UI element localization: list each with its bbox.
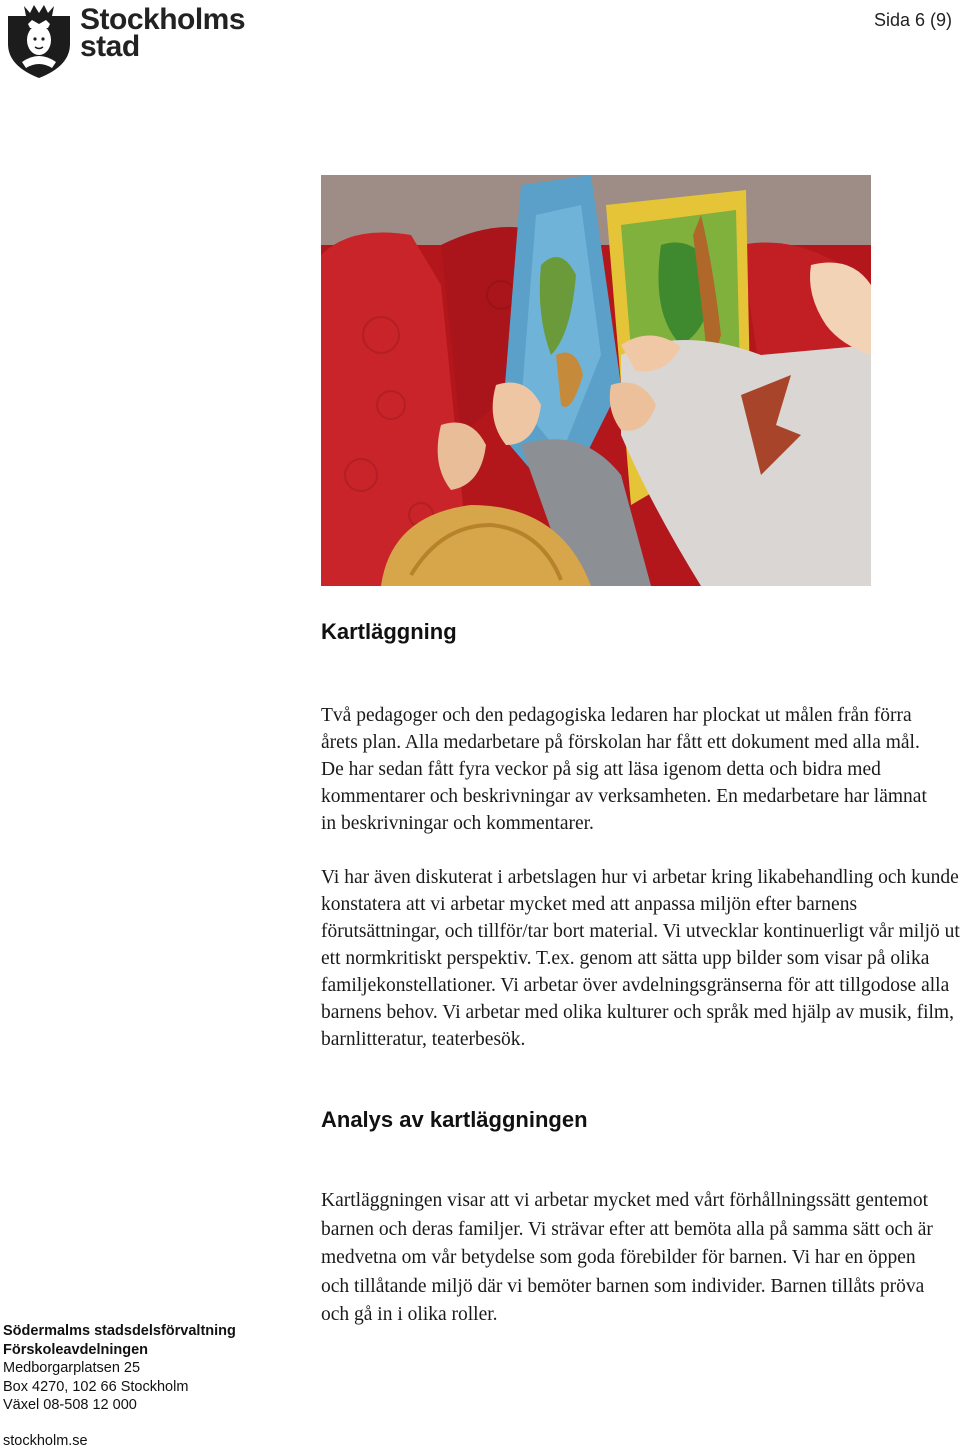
- section-heading-analys: Analys av kartläggningen: [321, 1107, 588, 1132]
- section-heading-kartlaggning: Kartläggning: [321, 619, 457, 644]
- logo-wordmark: [80, 3, 246, 63]
- photo-children-map-book: [321, 175, 871, 586]
- logo-text-line2: stad: [80, 30, 140, 63]
- footer-address: Medborgarplatsen 25: [3, 1360, 141, 1376]
- footer-website-link[interactable]: stockholm.se: [3, 1433, 88, 1449]
- city-crest-icon: [4, 2, 74, 80]
- footer-dept: Förskoleavdelningen: [3, 1341, 149, 1358]
- footer-box: Box 4270, 102 66 Stockholm: [3, 1378, 189, 1395]
- logo-text-line1: Stockholms: [80, 3, 246, 36]
- footer-org: Södermalms stadsdelsförvaltning: [3, 1323, 236, 1339]
- paragraph-1: Två pedagoger och den pedagogiska ledaren har plockat ut målen från förra årets plan. Alla medarbetare på förskolan har fått ett dokument med alla mål. De har sedan fått fyra veckor på sig att läsa igenom detta och bidra med kommentarer och beskrivningar av verksamheten. En medarbetare har lämnat in beskrivningar och kommentarer.: [321, 705, 927, 834]
- paragraph-2: Vi har även diskuterat i arbetslagen hur vi arbetar kring likabehandling och kunde konstatera att vi arbetar mycket med att anpassa miljön efter barnens förutsättningar, och tillför/tar bort material. Vi utvecklar kontinuerligt vår miljö ut ett normkritiskt perspektiv. T.ex. genom att sätta upp bilder som visar på olika familjekonstellationer. Vi arbetar över avdelningsgränserna för att tillgodose alla barnens behov. Vi arbetar med olika kulturer och språk med hjälp av musik, film, barnlitteratur, teaterbesök.: [321, 867, 960, 1050]
- page-number: Sida 6 (9): [873, 10, 952, 30]
- stockholm-logo: [4, 2, 246, 80]
- footer-address-block: [3, 1322, 303, 1415]
- footer-phone: Växel 08-508 12 000: [3, 1397, 137, 1413]
- paragraph-3: Kartläggningen visar att vi arbetar mycket med vårt förhållningssätt gentemot barnen och deras familjer. Vi strävar efter att bemöta alla på samma sätt och är medvetna om vår betydelse som goda förebilder för barnen. Vi har en öppen och tillåtande miljö där vi bemöter barnen som individer. Barnen tillåts pröva och gå in i olika roller.: [321, 1190, 933, 1325]
